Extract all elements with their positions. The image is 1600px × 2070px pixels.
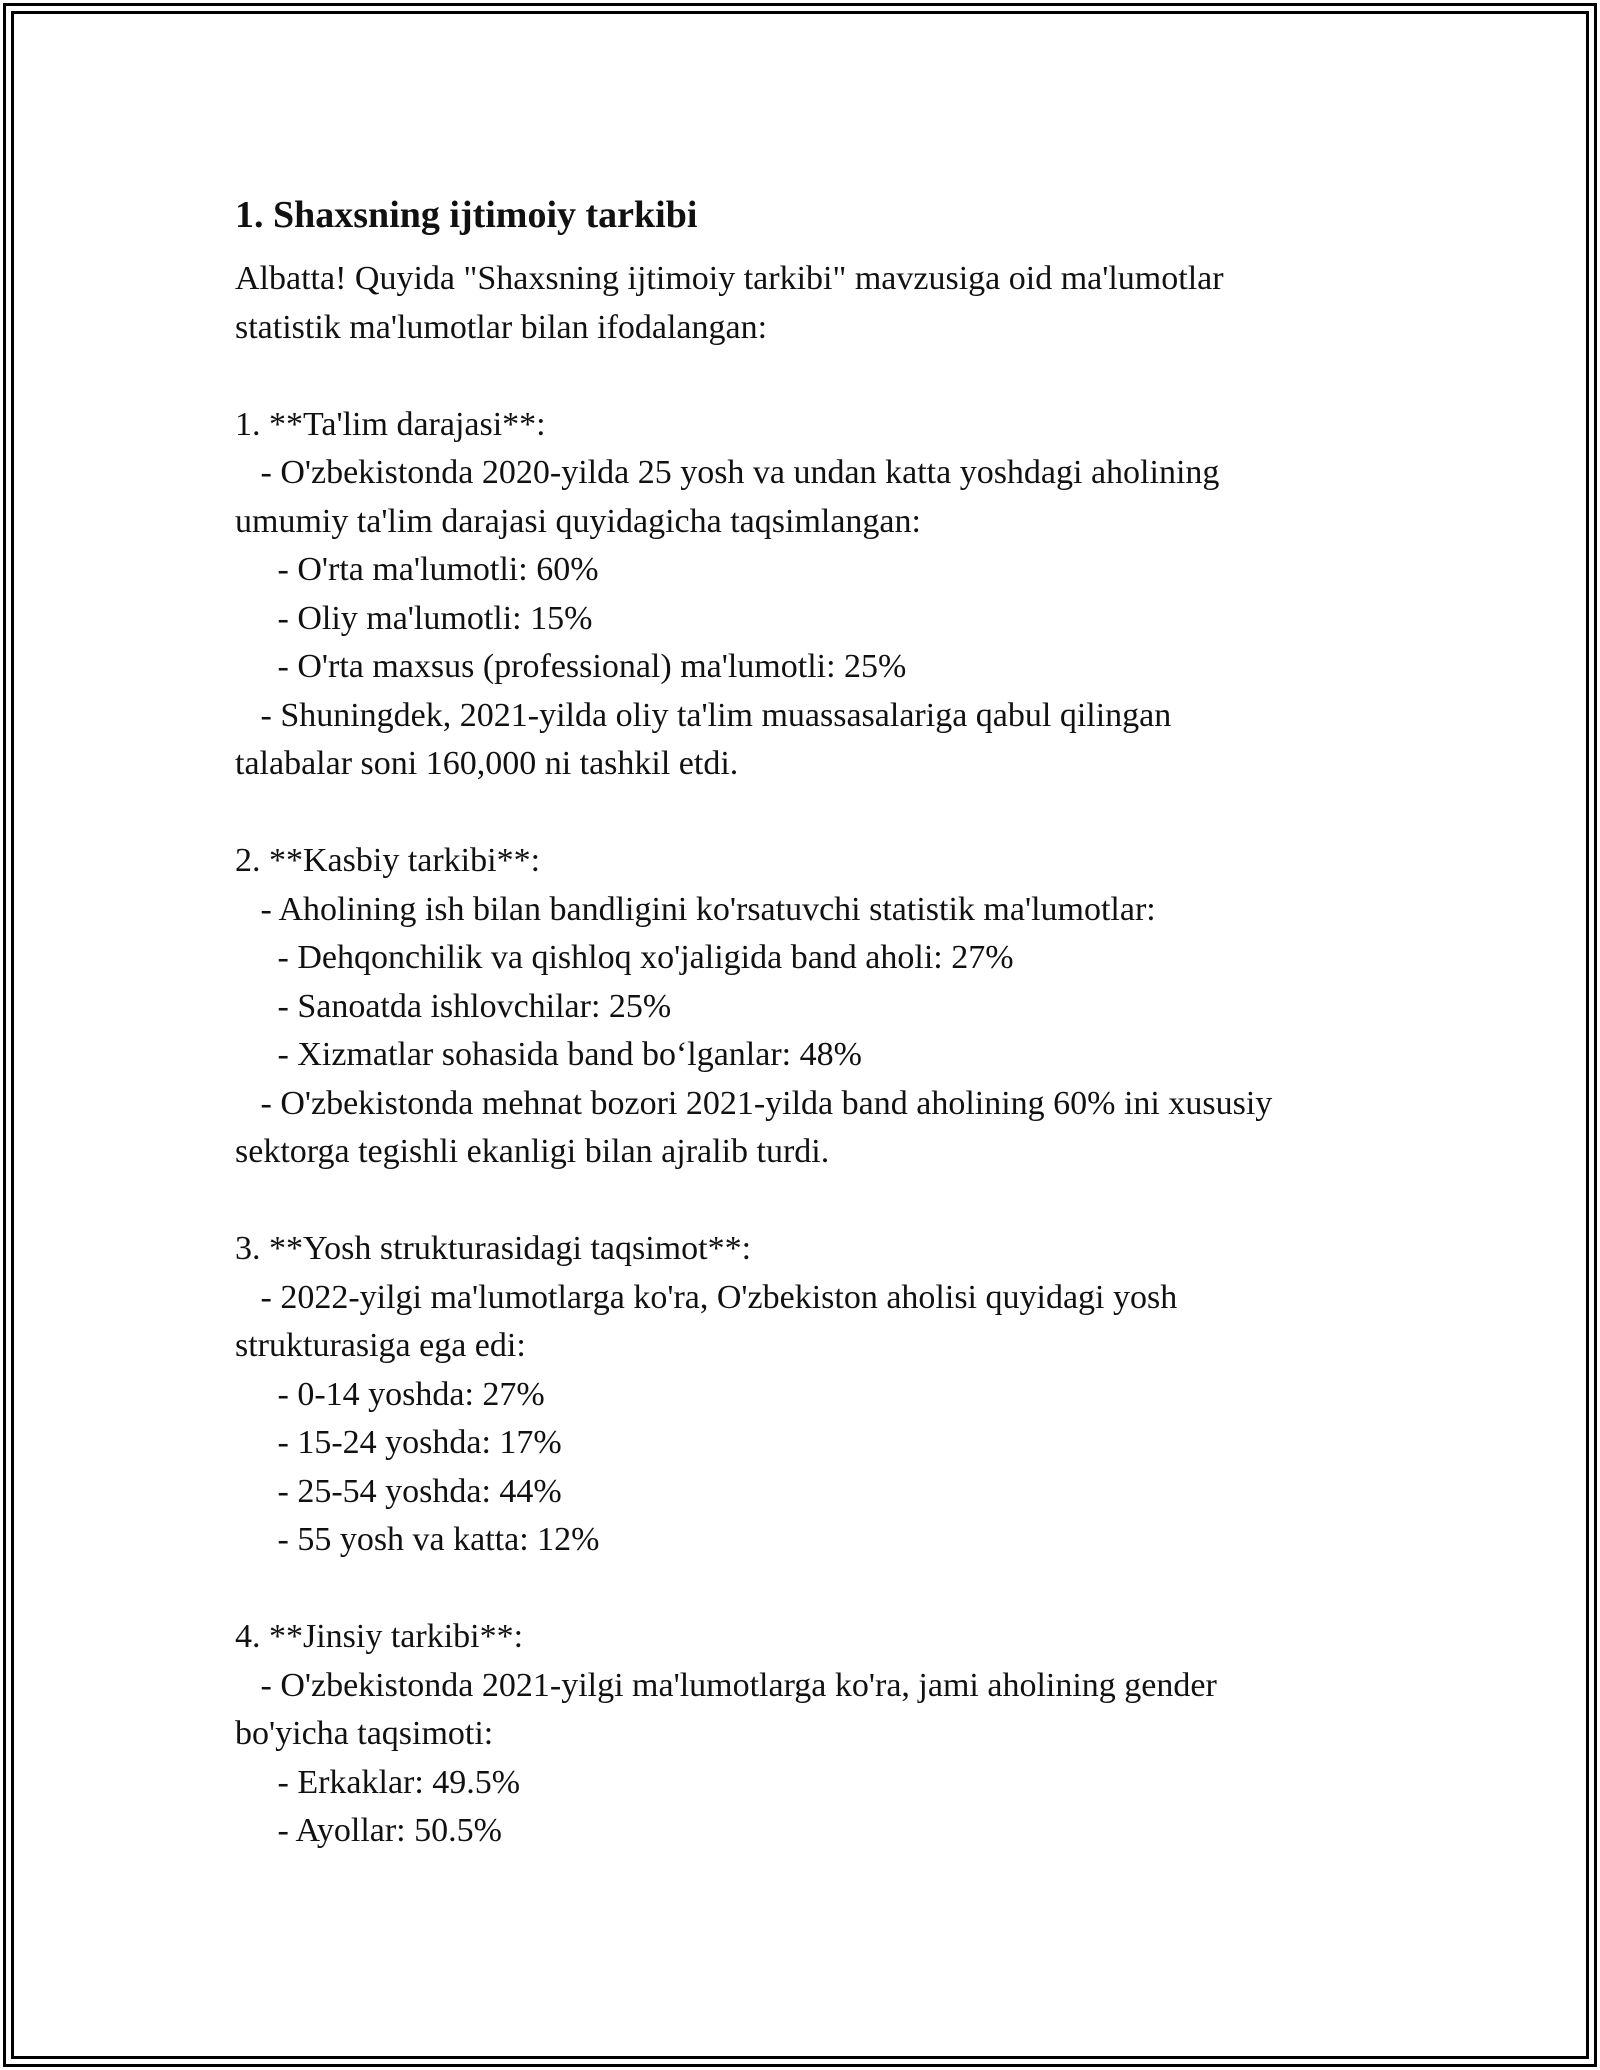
blank-line bbox=[235, 352, 1415, 401]
text-line: - Erkaklar: 49.5% bbox=[235, 1763, 521, 1801]
text-line: - O'zbekistonda mehnat bozori 2021-yilda band aholining 60% ini xususiy bbox=[235, 1084, 1273, 1122]
text-line: - Shuningdek, 2021-yilda oliy ta'lim muassasalariga qabul qilingan bbox=[235, 696, 1172, 734]
text-line: - Dehqonchilik va qishloq xo'jaligida band aholi: 27% bbox=[235, 939, 1014, 976]
text-line: - Aholining ish bilan bandligini ko'rsatuvchi statistik ma'lumotlar: bbox=[235, 890, 1156, 928]
text-line: - Xizmatlar sohasida band bo‘lganlar: 48% bbox=[235, 1036, 862, 1073]
text-line: - O'zbekistonda 2021-yilgi ma'lumotlarga ko'ra, jami aholining gender bbox=[235, 1666, 1217, 1704]
text-line: bo'yicha taqsimoti: bbox=[235, 1715, 494, 1752]
text-line: - 0-14 yoshda: 27% bbox=[235, 1375, 545, 1413]
text-line: 1. **Ta'lim darajasi**: bbox=[235, 405, 546, 443]
document-body bbox=[235, 182, 1415, 1856]
text-line: - O'rta maxsus (professional) ma'lumotli: 25% bbox=[235, 648, 907, 685]
text-line: umumiy ta'lim darajasi quyidagicha taqsimlangan: bbox=[235, 502, 921, 540]
text-line: - 55 yosh va katta: 12% bbox=[235, 1521, 600, 1558]
text-line: - 25-54 yoshda: 44% bbox=[235, 1472, 562, 1510]
document-title: 1. Shaxsning ijtimoiy tarkibi bbox=[235, 194, 698, 236]
text-line: 2. **Kasbiy tarkibi**: bbox=[235, 842, 541, 879]
text-line: - O'rta ma'lumotli: 60% bbox=[235, 551, 599, 588]
blank-line bbox=[235, 789, 1415, 838]
text-line: - 2022-yilgi ma'lumotlarga ko'ra, O'zbekiston aholisi quyidagi yosh bbox=[235, 1278, 1178, 1316]
text-line: Albatta! Quyida "Shaxsning ijtimoiy tarkibi" mavzusiga oid ma'lumotlar bbox=[235, 260, 1224, 297]
text-line: talabalar soni 160,000 ni tashkil etdi. bbox=[235, 745, 739, 782]
text-line: 4. **Jinsiy tarkibi**: bbox=[235, 1618, 524, 1655]
blank-line bbox=[235, 1565, 1415, 1614]
document-text bbox=[235, 255, 1415, 1856]
text-line: sektorga tegishli ekanligi bilan ajralib turdi. bbox=[235, 1133, 830, 1170]
text-line: - Sanoatda ishlovchilar: 25% bbox=[235, 987, 672, 1025]
text-line: - O'zbekistonda 2020-yilda 25 yosh va undan katta yoshdagi aholining bbox=[235, 454, 1220, 491]
blank-line bbox=[235, 1177, 1415, 1226]
text-line: - Oliy ma'lumotli: 15% bbox=[235, 599, 593, 637]
text-line: statistik ma'lumotlar bilan ifodalangan: bbox=[235, 308, 768, 346]
text-line: - 15-24 yoshda: 17% bbox=[235, 1424, 562, 1461]
text-line: strukturasiga ega edi: bbox=[235, 1327, 526, 1364]
text-line: 3. **Yosh strukturasidagi taqsimot**: bbox=[235, 1230, 752, 1267]
text-line: - Ayollar: 50.5% bbox=[235, 1812, 502, 1849]
